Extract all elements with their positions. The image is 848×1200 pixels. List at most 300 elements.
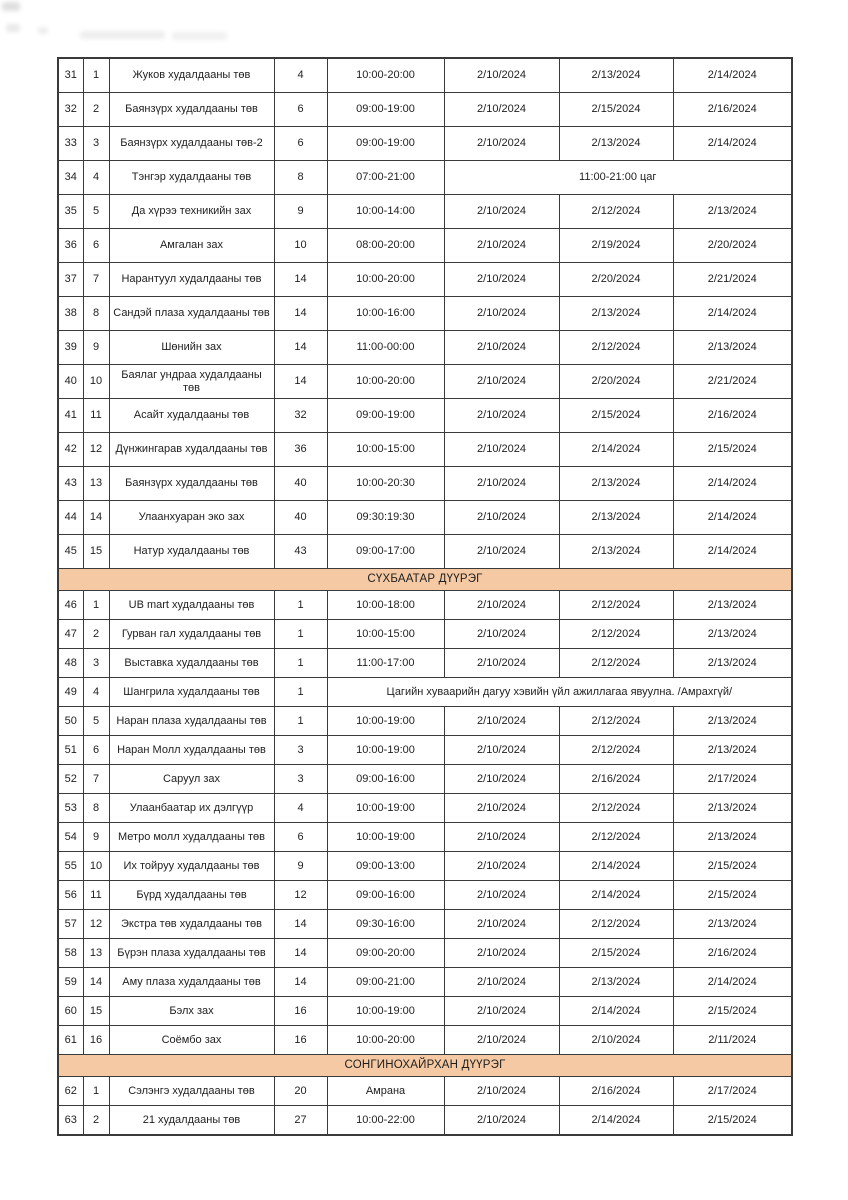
cell-hours: 09:00-19:00 <box>327 399 444 433</box>
cell-row-number: 37 <box>58 263 83 297</box>
table-row <box>58 297 792 331</box>
cell-seq-number: 2 <box>83 1106 109 1136</box>
table-row <box>58 707 792 736</box>
cell-date-3: 2/13/2024 <box>673 736 792 765</box>
cell-seq-number: 1 <box>83 591 109 620</box>
cell-row-number: 59 <box>58 968 83 997</box>
cell-market-name: Дүнжингарав худалдааны төв <box>109 433 274 467</box>
table-row <box>58 591 792 620</box>
cell-date-3: 2/21/2024 <box>673 365 792 399</box>
cell-market-name: Сэлэнгэ худалдааны төв <box>109 1077 274 1106</box>
cell-row-number: 61 <box>58 1026 83 1055</box>
cell-date-3: 2/13/2024 <box>673 649 792 678</box>
cell-hours: 09:00-19:00 <box>327 127 444 161</box>
market-schedule-table <box>57 57 793 1136</box>
cell-location-number: 14 <box>274 365 327 399</box>
cell-location-number: 4 <box>274 58 327 93</box>
table-row <box>58 93 792 127</box>
cell-location-number: 14 <box>274 939 327 968</box>
cell-date-1: 2/10/2024 <box>444 736 559 765</box>
cell-date-2: 2/13/2024 <box>559 535 673 569</box>
cell-seq-number: 10 <box>83 365 109 399</box>
cell-hours: 08:00-20:00 <box>327 229 444 263</box>
cell-hours: 09:00-16:00 <box>327 765 444 794</box>
cell-market-name: Да хүрээ техникийн зах <box>109 195 274 229</box>
cell-row-number: 35 <box>58 195 83 229</box>
cell-date-2: 2/15/2024 <box>559 939 673 968</box>
cell-date-2: 2/12/2024 <box>559 331 673 365</box>
cell-hours: 10:00-19:00 <box>327 997 444 1026</box>
cell-location-number: 14 <box>274 297 327 331</box>
cell-market-name: Тэнгэр худалдааны төв <box>109 161 274 195</box>
cell-row-number: 40 <box>58 365 83 399</box>
cell-date-2: 2/12/2024 <box>559 649 673 678</box>
cell-location-number: 3 <box>274 736 327 765</box>
cell-seq-number: 9 <box>83 823 109 852</box>
cell-seq-number: 11 <box>83 399 109 433</box>
cell-market-name: Сандэй плаза худалдааны төв <box>109 297 274 331</box>
cell-date-1: 2/10/2024 <box>444 881 559 910</box>
cell-seq-number: 1 <box>83 1077 109 1106</box>
cell-market-name: Бүрэн плаза худалдааны төв <box>109 939 274 968</box>
cell-seq-number: 12 <box>83 910 109 939</box>
cell-date-3: 2/20/2024 <box>673 229 792 263</box>
cell-date-3: 2/14/2024 <box>673 467 792 501</box>
cell-location-number: 43 <box>274 535 327 569</box>
cell-location-number: 40 <box>274 501 327 535</box>
cell-seq-number: 15 <box>83 997 109 1026</box>
cell-date-1: 2/10/2024 <box>444 399 559 433</box>
cell-date-1: 2/10/2024 <box>444 1077 559 1106</box>
cell-date-1: 2/10/2024 <box>444 591 559 620</box>
cell-row-number: 43 <box>58 467 83 501</box>
cell-location-number: 40 <box>274 467 327 501</box>
cell-row-number: 39 <box>58 331 83 365</box>
cell-date-3: 2/14/2024 <box>673 297 792 331</box>
scan-artifact <box>80 31 165 39</box>
cell-date-2: 2/20/2024 <box>559 365 673 399</box>
cell-row-number: 31 <box>58 58 83 93</box>
table-row <box>58 535 792 569</box>
cell-market-name: Улаанбаатар их дэлгүүр <box>109 794 274 823</box>
cell-market-name: Улаанхуаран эко зах <box>109 501 274 535</box>
cell-seq-number: 15 <box>83 535 109 569</box>
cell-date-3: 2/15/2024 <box>673 997 792 1026</box>
cell-merged-note: 11:00-21:00 цаг <box>444 161 792 195</box>
table-row <box>58 365 792 399</box>
cell-market-name: Баялаг ундраа худалдааны төв <box>109 365 274 399</box>
cell-date-2: 2/20/2024 <box>559 263 673 297</box>
cell-market-name: Асайт худалдааны төв <box>109 399 274 433</box>
cell-market-name: UB mart худалдааны төв <box>109 591 274 620</box>
cell-hours: 10:00-19:00 <box>327 794 444 823</box>
cell-row-number: 49 <box>58 678 83 707</box>
cell-location-number: 32 <box>274 399 327 433</box>
table-row <box>58 765 792 794</box>
table-row <box>58 968 792 997</box>
cell-date-1: 2/10/2024 <box>444 620 559 649</box>
schedule-table-body <box>58 58 792 1135</box>
cell-row-number: 42 <box>58 433 83 467</box>
cell-market-name: 21 худалдааны төв <box>109 1106 274 1136</box>
cell-date-1: 2/10/2024 <box>444 707 559 736</box>
cell-market-name: Бүрд худалдааны төв <box>109 881 274 910</box>
cell-date-2: 2/16/2024 <box>559 1077 673 1106</box>
cell-row-number: 60 <box>58 997 83 1026</box>
cell-date-3: 2/13/2024 <box>673 707 792 736</box>
cell-date-3: 2/14/2024 <box>673 127 792 161</box>
cell-date-2: 2/14/2024 <box>559 1106 673 1136</box>
cell-hours: 07:00-21:00 <box>327 161 444 195</box>
table-row <box>58 910 792 939</box>
cell-market-name: Жуков худалдааны төв <box>109 58 274 93</box>
cell-row-number: 58 <box>58 939 83 968</box>
cell-date-1: 2/10/2024 <box>444 433 559 467</box>
cell-hours: 09:00-21:00 <box>327 968 444 997</box>
cell-market-name: Баянзүрх худалдааны төв <box>109 93 274 127</box>
cell-hours: 10:00-20:00 <box>327 263 444 297</box>
cell-date-2: 2/12/2024 <box>559 707 673 736</box>
cell-market-name: Метро молл худалдааны төв <box>109 823 274 852</box>
cell-date-1: 2/10/2024 <box>444 229 559 263</box>
table-row <box>58 263 792 297</box>
cell-location-number: 16 <box>274 1026 327 1055</box>
cell-location-number: 6 <box>274 93 327 127</box>
cell-date-3: 2/13/2024 <box>673 823 792 852</box>
cell-hours: 10:00-20:00 <box>327 365 444 399</box>
cell-date-1: 2/10/2024 <box>444 263 559 297</box>
cell-date-2: 2/12/2024 <box>559 794 673 823</box>
cell-hours: 10:00-15:00 <box>327 620 444 649</box>
cell-seq-number: 1 <box>83 58 109 93</box>
cell-date-3: 2/14/2024 <box>673 58 792 93</box>
cell-location-number: 4 <box>274 794 327 823</box>
cell-hours: 10:00-14:00 <box>327 195 444 229</box>
cell-seq-number: 13 <box>83 467 109 501</box>
cell-date-2: 2/13/2024 <box>559 58 673 93</box>
cell-location-number: 1 <box>274 678 327 707</box>
cell-row-number: 46 <box>58 591 83 620</box>
cell-date-1: 2/10/2024 <box>444 649 559 678</box>
cell-date-1: 2/10/2024 <box>444 910 559 939</box>
cell-row-number: 41 <box>58 399 83 433</box>
cell-hours: 09:00-16:00 <box>327 881 444 910</box>
table-row <box>58 939 792 968</box>
table-row <box>58 433 792 467</box>
cell-row-number: 55 <box>58 852 83 881</box>
cell-date-1: 2/10/2024 <box>444 997 559 1026</box>
district-section-header-row <box>58 1055 792 1077</box>
cell-location-number: 36 <box>274 433 327 467</box>
cell-seq-number: 5 <box>83 707 109 736</box>
cell-seq-number: 11 <box>83 881 109 910</box>
cell-hours: 11:00-17:00 <box>327 649 444 678</box>
cell-hours: 10:00-22:00 <box>327 1106 444 1136</box>
cell-location-number: 20 <box>274 1077 327 1106</box>
cell-hours: 10:00-18:00 <box>327 591 444 620</box>
cell-market-name: Их тойруу худалдааны төв <box>109 852 274 881</box>
cell-hours: 09:00-20:00 <box>327 939 444 968</box>
cell-location-number: 12 <box>274 881 327 910</box>
cell-row-number: 50 <box>58 707 83 736</box>
cell-seq-number: 7 <box>83 263 109 297</box>
cell-seq-number: 16 <box>83 1026 109 1055</box>
cell-date-1: 2/10/2024 <box>444 93 559 127</box>
table-row <box>58 678 792 707</box>
cell-date-1: 2/10/2024 <box>444 501 559 535</box>
cell-location-number: 1 <box>274 707 327 736</box>
cell-date-1: 2/10/2024 <box>444 127 559 161</box>
cell-date-3: 2/15/2024 <box>673 852 792 881</box>
cell-location-number: 27 <box>274 1106 327 1136</box>
table-row <box>58 195 792 229</box>
cell-date-2: 2/13/2024 <box>559 501 673 535</box>
cell-seq-number: 2 <box>83 620 109 649</box>
cell-date-1: 2/10/2024 <box>444 823 559 852</box>
cell-market-name: Натур худалдааны төв <box>109 535 274 569</box>
cell-location-number: 9 <box>274 195 327 229</box>
cell-date-3: 2/16/2024 <box>673 939 792 968</box>
cell-row-number: 52 <box>58 765 83 794</box>
cell-seq-number: 14 <box>83 501 109 535</box>
cell-date-1: 2/10/2024 <box>444 968 559 997</box>
district-section-title: СОНГИНОХАЙРХАН ДҮҮРЭГ <box>58 1055 792 1077</box>
scan-artifact <box>2 2 20 11</box>
cell-date-3: 2/14/2024 <box>673 535 792 569</box>
table-row <box>58 794 792 823</box>
table-row <box>58 229 792 263</box>
cell-row-number: 63 <box>58 1106 83 1136</box>
cell-market-name: Шангрила худалдааны төв <box>109 678 274 707</box>
cell-date-2: 2/14/2024 <box>559 881 673 910</box>
cell-hours: 10:00-15:00 <box>327 433 444 467</box>
cell-row-number: 45 <box>58 535 83 569</box>
cell-row-number: 44 <box>58 501 83 535</box>
cell-date-3: 2/17/2024 <box>673 765 792 794</box>
cell-location-number: 8 <box>274 161 327 195</box>
cell-date-3: 2/15/2024 <box>673 1106 792 1136</box>
scan-artifact <box>38 27 48 34</box>
cell-date-2: 2/15/2024 <box>559 93 673 127</box>
cell-hours: 10:00-20:00 <box>327 58 444 93</box>
cell-date-1: 2/10/2024 <box>444 939 559 968</box>
cell-hours: 09:30-16:00 <box>327 910 444 939</box>
table-row <box>58 997 792 1026</box>
cell-date-3: 2/17/2024 <box>673 1077 792 1106</box>
cell-date-3: 2/16/2024 <box>673 93 792 127</box>
cell-location-number: 14 <box>274 968 327 997</box>
district-section-header-row <box>58 569 792 591</box>
cell-location-number: 14 <box>274 331 327 365</box>
cell-date-3: 2/13/2024 <box>673 794 792 823</box>
cell-date-2: 2/13/2024 <box>559 968 673 997</box>
table-row <box>58 1077 792 1106</box>
cell-hours: Амрана <box>327 1077 444 1106</box>
district-section-title: СҮХБААТАР ДҮҮРЭГ <box>58 569 792 591</box>
table-row <box>58 1026 792 1055</box>
table-row <box>58 881 792 910</box>
cell-row-number: 38 <box>58 297 83 331</box>
cell-date-2: 2/16/2024 <box>559 765 673 794</box>
table-row <box>58 501 792 535</box>
cell-date-3: 2/16/2024 <box>673 399 792 433</box>
cell-market-name: Саруул зах <box>109 765 274 794</box>
cell-date-2: 2/14/2024 <box>559 997 673 1026</box>
cell-hours: 11:00-00:00 <box>327 331 444 365</box>
cell-hours: 10:00-16:00 <box>327 297 444 331</box>
cell-row-number: 47 <box>58 620 83 649</box>
cell-market-name: Шөнийн зах <box>109 331 274 365</box>
cell-row-number: 54 <box>58 823 83 852</box>
cell-location-number: 1 <box>274 591 327 620</box>
cell-row-number: 53 <box>58 794 83 823</box>
cell-seq-number: 6 <box>83 736 109 765</box>
cell-date-3: 2/21/2024 <box>673 263 792 297</box>
table-row <box>58 852 792 881</box>
cell-date-1: 2/10/2024 <box>444 1106 559 1136</box>
cell-hours: 09:00-19:00 <box>327 93 444 127</box>
cell-date-1: 2/10/2024 <box>444 852 559 881</box>
cell-row-number: 62 <box>58 1077 83 1106</box>
cell-seq-number: 8 <box>83 794 109 823</box>
cell-hours: 09:30:19:30 <box>327 501 444 535</box>
cell-row-number: 32 <box>58 93 83 127</box>
cell-date-3: 2/13/2024 <box>673 910 792 939</box>
cell-date-3: 2/14/2024 <box>673 501 792 535</box>
cell-date-2: 2/12/2024 <box>559 591 673 620</box>
cell-market-name: Нарантуул худалдааны төв <box>109 263 274 297</box>
cell-date-3: 2/13/2024 <box>673 195 792 229</box>
cell-market-name: Экстра төв худалдааны төв <box>109 910 274 939</box>
cell-hours: 09:00-13:00 <box>327 852 444 881</box>
cell-date-2: 2/13/2024 <box>559 297 673 331</box>
cell-market-name: Аму плаза худалдааны төв <box>109 968 274 997</box>
cell-date-1: 2/10/2024 <box>444 765 559 794</box>
scan-artifact <box>6 24 20 32</box>
cell-market-name: Наран Молл худалдааны төв <box>109 736 274 765</box>
cell-date-1: 2/10/2024 <box>444 331 559 365</box>
cell-hours: 10:00-19:00 <box>327 823 444 852</box>
cell-seq-number: 8 <box>83 297 109 331</box>
cell-seq-number: 13 <box>83 939 109 968</box>
cell-market-name: Амгалан зах <box>109 229 274 263</box>
cell-hours: 10:00-20:00 <box>327 1026 444 1055</box>
cell-row-number: 56 <box>58 881 83 910</box>
cell-market-name: Соёмбо зах <box>109 1026 274 1055</box>
cell-seq-number: 14 <box>83 968 109 997</box>
table-row <box>58 649 792 678</box>
cell-date-2: 2/19/2024 <box>559 229 673 263</box>
cell-date-2: 2/12/2024 <box>559 195 673 229</box>
cell-location-number: 1 <box>274 620 327 649</box>
cell-seq-number: 6 <box>83 229 109 263</box>
cell-date-3: 2/13/2024 <box>673 620 792 649</box>
cell-date-1: 2/10/2024 <box>444 195 559 229</box>
cell-row-number: 34 <box>58 161 83 195</box>
table-row <box>58 331 792 365</box>
cell-row-number: 57 <box>58 910 83 939</box>
cell-seq-number: 7 <box>83 765 109 794</box>
cell-seq-number: 10 <box>83 852 109 881</box>
cell-location-number: 16 <box>274 997 327 1026</box>
cell-date-1: 2/10/2024 <box>444 467 559 501</box>
cell-location-number: 9 <box>274 852 327 881</box>
table-row <box>58 58 792 93</box>
table-row <box>58 823 792 852</box>
cell-market-name: Выставка худалдааны төв <box>109 649 274 678</box>
table-row <box>58 1106 792 1136</box>
cell-date-2: 2/12/2024 <box>559 736 673 765</box>
cell-market-name: Гурван гал худалдааны төв <box>109 620 274 649</box>
cell-date-3: 2/11/2024 <box>673 1026 792 1055</box>
cell-hours: 09:00-17:00 <box>327 535 444 569</box>
cell-date-3: 2/14/2024 <box>673 968 792 997</box>
cell-date-2: 2/13/2024 <box>559 467 673 501</box>
cell-date-2: 2/14/2024 <box>559 433 673 467</box>
cell-row-number: 51 <box>58 736 83 765</box>
cell-location-number: 3 <box>274 765 327 794</box>
scan-artifact <box>172 32 227 40</box>
cell-date-2: 2/12/2024 <box>559 620 673 649</box>
table-row <box>58 399 792 433</box>
table-row <box>58 620 792 649</box>
table-row <box>58 127 792 161</box>
cell-seq-number: 4 <box>83 161 109 195</box>
table-row <box>58 736 792 765</box>
cell-location-number: 6 <box>274 127 327 161</box>
cell-hours: 10:00-19:00 <box>327 707 444 736</box>
cell-hours: 10:00-20:30 <box>327 467 444 501</box>
cell-date-3: 2/13/2024 <box>673 331 792 365</box>
cell-date-3: 2/15/2024 <box>673 433 792 467</box>
cell-location-number: 1 <box>274 649 327 678</box>
cell-row-number: 48 <box>58 649 83 678</box>
cell-date-2: 2/14/2024 <box>559 852 673 881</box>
table-row <box>58 161 792 195</box>
cell-location-number: 10 <box>274 229 327 263</box>
cell-market-name: Бэлх зах <box>109 997 274 1026</box>
cell-date-3: 2/13/2024 <box>673 591 792 620</box>
cell-market-name: Наран плаза худалдааны төв <box>109 707 274 736</box>
cell-market-name: Баянзүрх худалдааны төв <box>109 467 274 501</box>
cell-date-1: 2/10/2024 <box>444 794 559 823</box>
cell-location-number: 6 <box>274 823 327 852</box>
cell-seq-number: 12 <box>83 433 109 467</box>
cell-date-1: 2/10/2024 <box>444 365 559 399</box>
cell-date-2: 2/15/2024 <box>559 399 673 433</box>
cell-row-number: 33 <box>58 127 83 161</box>
cell-date-1: 2/10/2024 <box>444 535 559 569</box>
cell-location-number: 14 <box>274 263 327 297</box>
cell-location-number: 14 <box>274 910 327 939</box>
cell-date-2: 2/10/2024 <box>559 1026 673 1055</box>
cell-seq-number: 5 <box>83 195 109 229</box>
cell-seq-number: 9 <box>83 331 109 365</box>
cell-date-1: 2/10/2024 <box>444 297 559 331</box>
cell-merged-note: Цагийн хуваарийн дагуу хэвийн үйл ажиллагаа явуулна. /Амрахгүй/ <box>327 678 792 707</box>
cell-date-2: 2/12/2024 <box>559 910 673 939</box>
cell-date-3: 2/15/2024 <box>673 881 792 910</box>
cell-date-2: 2/13/2024 <box>559 127 673 161</box>
cell-date-1: 2/10/2024 <box>444 58 559 93</box>
cell-hours: 10:00-19:00 <box>327 736 444 765</box>
cell-market-name: Баянзүрх худалдааны төв-2 <box>109 127 274 161</box>
cell-seq-number: 2 <box>83 93 109 127</box>
table-row <box>58 467 792 501</box>
cell-seq-number: 4 <box>83 678 109 707</box>
cell-row-number: 36 <box>58 229 83 263</box>
cell-date-2: 2/12/2024 <box>559 823 673 852</box>
